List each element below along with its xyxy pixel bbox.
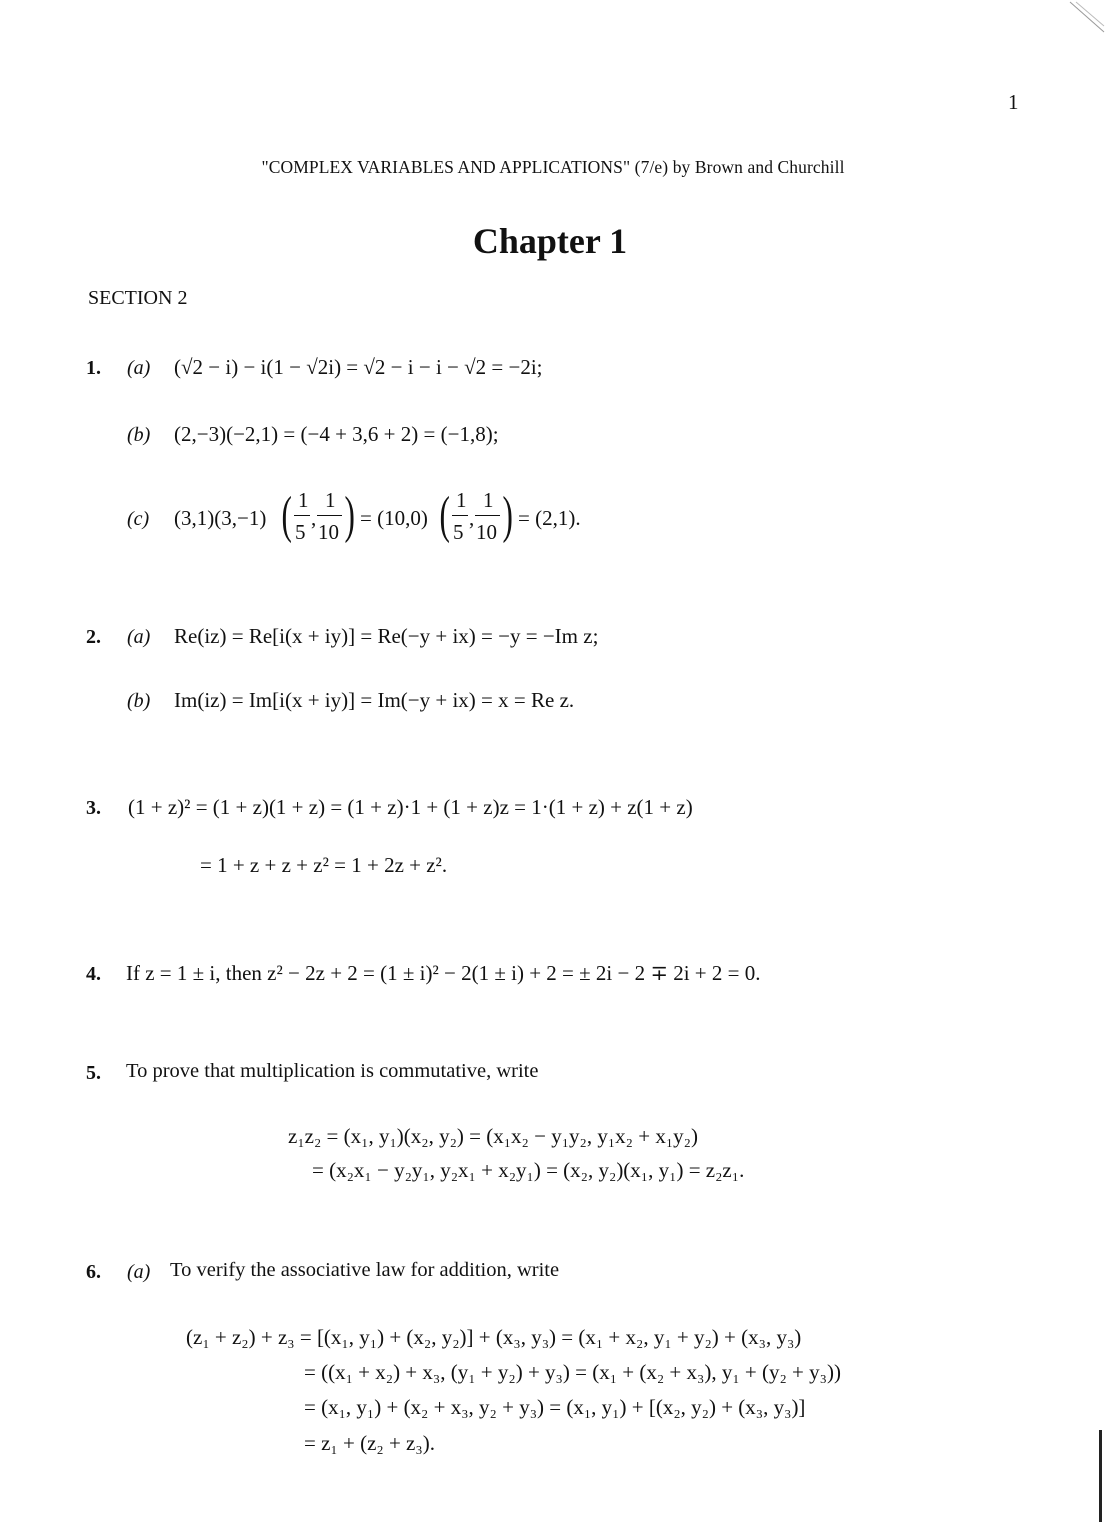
left-paren: ( bbox=[439, 487, 450, 544]
equation-line: (1 + z)² = (1 + z)(1 + z) = (1 + z)·1 + (1 + z)z = 1·(1 + z) + z(1 + z) bbox=[128, 795, 693, 819]
fraction-denominator: 10 bbox=[318, 520, 339, 544]
fraction-denominator: 10 bbox=[476, 520, 497, 544]
part-label: (c) bbox=[127, 508, 150, 530]
book-header: "COMPLEX VARIABLES AND APPLICATIONS" (7/e) by Brown and Churchill bbox=[261, 157, 845, 177]
chapter-title: Chapter 1 bbox=[472, 221, 628, 261]
fraction-numerator: 1 bbox=[325, 488, 336, 512]
equation-line: If z = 1 ± i, then z² − 2z + 2 = (1 ± i)² − 2(1 ± i) + 2 = ± 2i − 2 ∓ 2i + 2 = 0. bbox=[126, 961, 761, 985]
problem-number: 4. bbox=[86, 963, 101, 985]
equation-part: = (10,0) bbox=[360, 506, 428, 530]
equation-line: = 1 + z + z + z² = 1 + 2z + z². bbox=[200, 853, 448, 877]
part-label: (a) bbox=[127, 1261, 151, 1283]
equation-line: (z₁ + z₂) + z₃ = [(x₁, y₁) + (x₂, y₂)] + (x₃, y₃) = (x₁ + x₂, y₁ + y₂) + (x₃, y₃) bbox=[186, 1325, 802, 1349]
equation-line: = (x₂x₁ − y₂y₁, y₂x₁ + x₂y₁) = (x₂, y₂)(x₁, y₁) = z₂z₁. bbox=[312, 1158, 745, 1182]
equation-line: z₁z₂ = (x₁, y₁)(x₂, y₂) = (x₁x₂ − y₁y₂, y₁x₂ + x₁y₂) bbox=[288, 1124, 698, 1148]
fraction-numerator: 1 bbox=[483, 488, 494, 512]
comma: , bbox=[311, 506, 317, 530]
equation-line: (2,−3)(−2,1) = (−4 + 3,6 + 2) = (−1,8); bbox=[174, 422, 499, 446]
part-label: (a) bbox=[127, 357, 151, 379]
part-label: (b) bbox=[127, 424, 151, 446]
comma: , bbox=[469, 506, 475, 530]
left-paren: ( bbox=[281, 487, 292, 544]
fraction-denominator: 5 bbox=[295, 520, 306, 544]
equation-line: = (x₁, y₁) + (x₂ + x₃, y₂ + y₃) = (x₁, y₁) + [(x₂, y₂) + (x₃, y₃)] bbox=[304, 1395, 806, 1419]
equation-part: = (2,1). bbox=[518, 506, 581, 530]
problem-number: 1. bbox=[86, 357, 101, 379]
right-paren: ) bbox=[344, 487, 355, 544]
fraction-numerator: 1 bbox=[298, 488, 309, 512]
equation-line: Im(iz) = Im[i(x + iy)] = Im(−y + ix) = x = Re z. bbox=[174, 688, 575, 712]
part-label: (a) bbox=[127, 626, 151, 648]
part-label: (b) bbox=[127, 690, 151, 712]
problem-text: To verify the associative law for addition, write bbox=[170, 1259, 560, 1281]
page-number: 1 bbox=[1008, 90, 1019, 114]
equation-line: (√2 − i) − i(1 − √2i) = √2 − i − i − √2 = −2i; bbox=[174, 355, 543, 379]
fraction-bar bbox=[452, 515, 468, 516]
problem-number: 2. bbox=[86, 626, 101, 648]
scan-edge-line bbox=[1099, 1430, 1102, 1522]
right-paren: ) bbox=[502, 487, 513, 544]
section-title: SECTION 2 bbox=[88, 287, 188, 309]
fraction-bar bbox=[317, 515, 342, 516]
fraction-denominator: 5 bbox=[453, 520, 464, 544]
equation-part: (3,1)(3,−1) bbox=[174, 506, 267, 530]
equation-line: Re(iz) = Re[i(x + iy)] = Re(−y + ix) = −y = −Im z; bbox=[174, 624, 599, 648]
page-corner-mark bbox=[1066, 0, 1106, 40]
fraction-bar bbox=[294, 515, 310, 516]
equation-line: = ((x₁ + x₂) + x₃, (y₁ + y₂) + y₃) = (x₁ + (x₂ + x₃), y₁ + (y₂ + y₃)) bbox=[304, 1360, 841, 1384]
equation-line: = z₁ + (z₂ + z₃). bbox=[304, 1431, 435, 1455]
problem-number: 3. bbox=[86, 797, 101, 819]
fraction-bar bbox=[475, 515, 500, 516]
problem-number: 5. bbox=[86, 1062, 101, 1084]
fraction-numerator: 1 bbox=[456, 488, 467, 512]
problem-number: 6. bbox=[86, 1261, 101, 1283]
problem-text: To prove that multiplication is commutative, write bbox=[126, 1060, 539, 1082]
